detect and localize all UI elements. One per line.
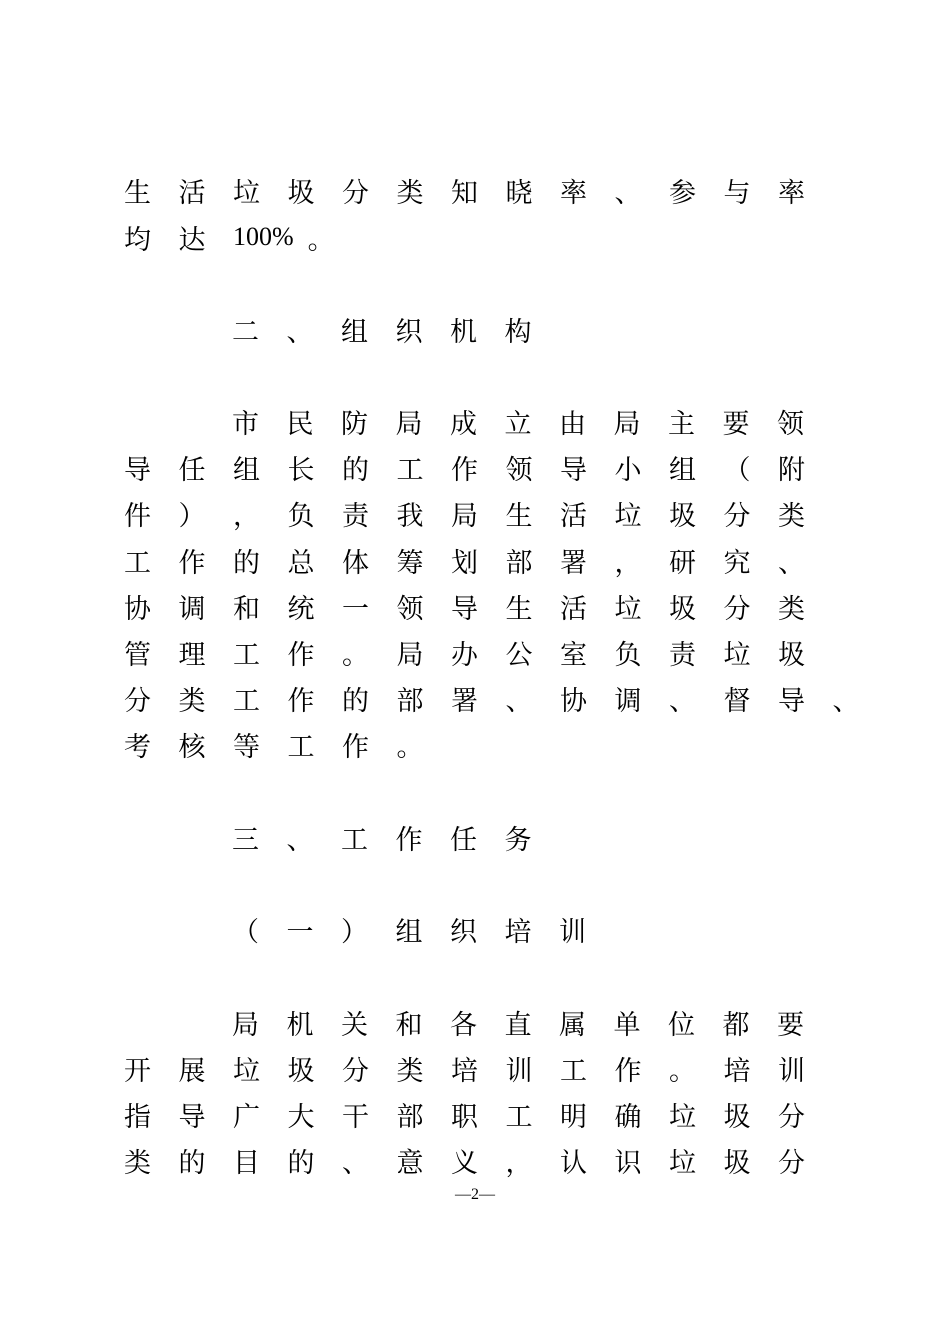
text-run: 生 活 垃 圾 分 类 知 晓 率 、 参 与 率	[124, 177, 805, 209]
section-heading	[232, 817, 559, 857]
text-run: 管 理 工 作 。 局 办 公 室 负 责 垃 圾	[124, 639, 805, 671]
text-run: 均 达	[124, 224, 206, 256]
text-run: 工 作 的 总 体 筹 划 部 署 ， 研 究 、	[124, 547, 805, 579]
text-run: 件 ） ， 负 责 我 局 生 活 垃 圾 分 类	[124, 500, 805, 532]
paragraph-line	[124, 447, 833, 487]
text-run: 开 展 垃 圾 分 类 培 训 工 作 。 培 训	[124, 1055, 805, 1087]
paragraph-line	[124, 493, 833, 533]
percentage-value: 100%	[233, 222, 294, 251]
paragraph-line	[124, 1140, 833, 1180]
paragraph-line	[124, 586, 833, 626]
text-run: 考 核 等 工 作 。	[124, 731, 424, 763]
text-run: 。	[307, 224, 335, 256]
heading-text: 三 、 工 作 任 务	[232, 824, 532, 856]
text-run: 市 民 防 局 成 立 由 局 主 要 领	[232, 408, 804, 440]
text-run: 分 类 工 作 的 部 署 、 协 调 、 督 导 、	[124, 685, 860, 717]
text-run: 协 调 和 统 一 领 导 生 活 垃 圾 分 类	[124, 593, 805, 625]
paragraph-line	[124, 540, 833, 580]
paragraph-line	[232, 1002, 832, 1042]
text-run: 指 导 广 大 干 部 职 工 明 确 垃 圾 分	[124, 1101, 805, 1133]
section-heading	[232, 309, 559, 349]
paragraph-line	[124, 170, 833, 210]
page-number: —2—	[455, 1186, 495, 1203]
subsection-heading	[232, 909, 614, 949]
paragraph-line	[124, 1094, 833, 1134]
paragraph-line	[124, 724, 451, 764]
text-run: 类 的 目 的 、 意 义 ， 认 识 垃 圾 分	[124, 1147, 805, 1179]
paragraph-line	[232, 401, 832, 441]
heading-text: 二 、 组 织 机 构	[232, 316, 532, 348]
paragraph-line	[124, 217, 335, 257]
text-run: 局 机 关 和 各 直 属 单 位 都 要	[232, 1009, 804, 1041]
paragraph-line	[124, 632, 833, 672]
paragraph-line	[124, 1048, 833, 1088]
paragraph-line	[124, 678, 887, 718]
heading-text: （ 一 ） 组 织 培 训	[232, 916, 586, 948]
text-run: 导 任 组 长 的 工 作 领 导 小 组 （ 附	[124, 454, 805, 486]
